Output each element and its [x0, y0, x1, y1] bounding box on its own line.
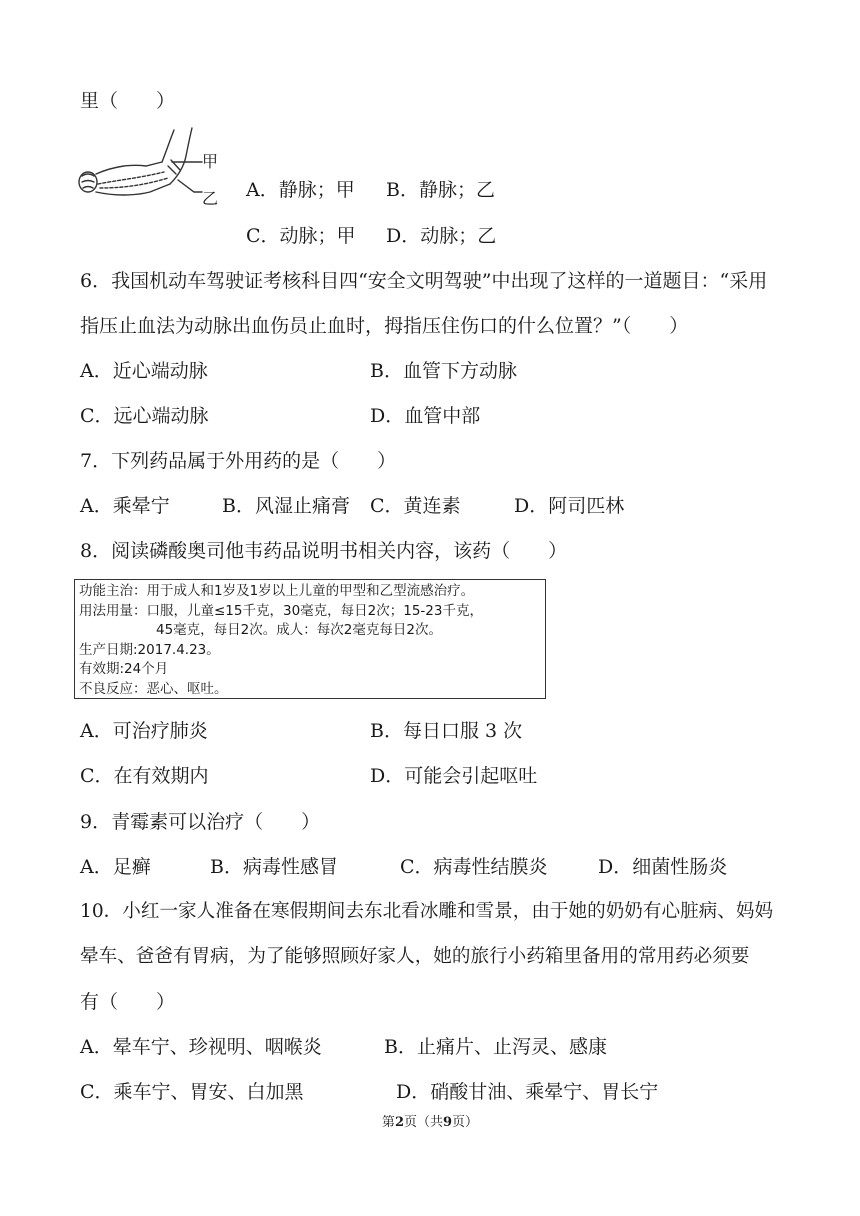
- q10-option-b: B．止痛片、止泻灵、感康: [384, 1036, 607, 1058]
- footer-prefix: 第: [381, 1115, 395, 1130]
- q8-option-c: C．在有效期内: [80, 765, 209, 787]
- q7-stem: 7．下列药品属于外用药的是（ ）: [80, 450, 397, 472]
- q8-option-b: B．每日口服 3 次: [370, 720, 523, 742]
- label-jia: 甲: [202, 152, 219, 171]
- q7-option-c: C．黄连素: [370, 495, 461, 517]
- label-yi: 乙: [202, 189, 219, 208]
- q6-stem-line1: 6．我国机动车驾驶证考核科目四“安全文明驾驶”中出现了这样的一道题目：“采用: [80, 270, 768, 292]
- drug-label-line: 不良反应：恶心、呕吐。: [79, 680, 228, 697]
- q10-option-c: C．乘车宁、胃安、白加黑: [80, 1081, 304, 1103]
- q7-option-a: A．乘晕宁: [80, 495, 170, 517]
- q5-option-d: D．动脉；乙: [386, 225, 497, 247]
- q6-option-c: C．远心端动脉: [80, 405, 209, 427]
- q9-option-d: D．细菌性肠炎: [598, 856, 728, 878]
- q10-option-a: A．晕车宁、珍视明、咽喉炎: [80, 1036, 322, 1058]
- drug-label-box: [74, 579, 546, 699]
- q9-stem: 9．青霉素可以治疗（ ）: [80, 811, 321, 833]
- page-footer: [0, 1111, 860, 1130]
- footer-mid: 页（共: [403, 1115, 443, 1130]
- footer-total-pages: 9: [443, 1115, 453, 1130]
- q7-option-d: D．阿司匹林: [514, 495, 625, 517]
- q8-option-a: A．可治疗肺炎: [80, 720, 208, 742]
- q9-option-c: C．病毒性结膜炎: [400, 856, 548, 878]
- q10-stem-line3: 有（ ）: [80, 991, 176, 1013]
- q7-option-b: B．风湿止痛膏: [222, 495, 350, 517]
- q9-option-b: B．病毒性感冒: [210, 856, 338, 878]
- drug-label-line: 有效期:24个月: [79, 661, 169, 677]
- footer-page-number: 2: [394, 1115, 404, 1130]
- q5-option-c: C．动脉；甲: [246, 225, 356, 247]
- q9-option-a: A．足癣: [80, 856, 151, 878]
- q5-option-a: A．静脉；甲: [246, 179, 355, 201]
- drug-label-line: 45毫克，每日2次。成人：每次2毫克每日2次。: [156, 622, 442, 638]
- q10-stem-line2: 晕车、爸爸有胃病，为了能够照顾好家人，她的旅行小药箱里备用的常用药必须要: [80, 946, 750, 967]
- q8-stem: 8．阅读磷酸奥司他韦药品说明书相关内容，该药（ ）: [80, 540, 568, 562]
- arm-tourniquet-figure: [74, 126, 222, 220]
- q10-stem-line1: 10．小红一家人准备在寒假期间去东北看冰雕和雪景，由于她的奶奶有心脏病、妈妈: [80, 901, 774, 922]
- q5-stem-tail: 里（ ）: [80, 90, 176, 112]
- q6-option-a: A．近心端动脉: [80, 360, 208, 382]
- drug-label-line: 用法用量：口服，儿童≤15千克，30毫克，每日2次；15-23千克，: [79, 602, 483, 619]
- q10-option-d: D．硝酸甘油、乘晕宁、胃长宁: [396, 1081, 659, 1103]
- drug-label-line: 生产日期:2017.4.23。: [79, 641, 220, 658]
- q5-option-b: B．静脉；乙: [386, 179, 495, 201]
- q8-option-d: D．可能会引起呕吐: [370, 765, 538, 787]
- footer-suffix: 页）: [452, 1115, 479, 1130]
- drug-label-line: 功能主治：用于成人和1岁及1岁以上儿童的甲型和乙型流感治疗。: [79, 583, 475, 599]
- q6-stem-line2: 指压止血法为动脉出血伤员止血时，拇指压住伤口的什么位置？”（ ）: [80, 315, 689, 337]
- q6-option-d: D．血管中部: [370, 405, 481, 427]
- q6-option-b: B．血管下方动脉: [370, 360, 517, 382]
